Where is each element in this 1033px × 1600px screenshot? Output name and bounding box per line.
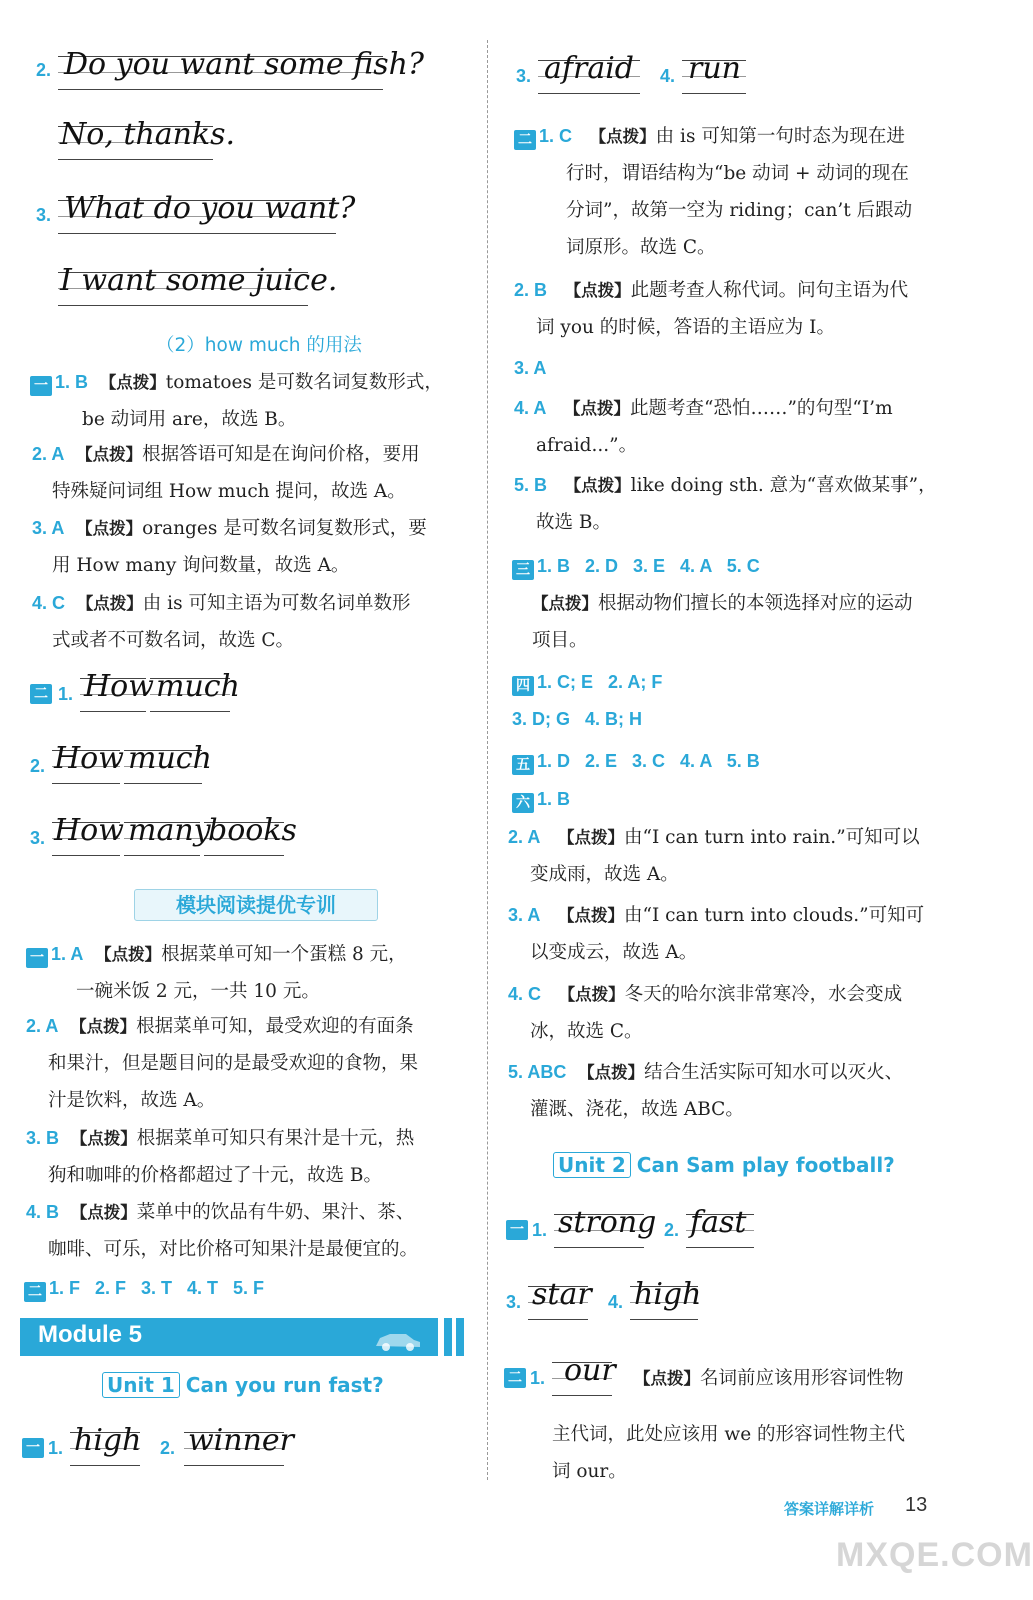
handwritten-answer: run: [688, 51, 741, 86]
item-number: 1.: [58, 684, 74, 704]
item-number: 1.: [530, 1368, 546, 1388]
answer-item: 2. B 【点拨】此题考查人称代词。问句主语为代 词 you 的时候，答语的主语应为 I。: [514, 280, 909, 338]
banner-stripe: [444, 1318, 452, 1356]
item-number: 1.: [48, 1438, 64, 1458]
answer-row: 3. D; G 4. B; H: [512, 709, 643, 729]
handwritten-answer: What do you want?: [64, 191, 356, 226]
item-number: 3.: [516, 66, 532, 86]
car-icon: [372, 1328, 424, 1352]
answer-item: 5. ABC 【点拨】结合生活实际可知水可以灭火、 灌溉、浇花，故选 ABC。: [508, 1062, 904, 1120]
section-marker-two: 二: [504, 1368, 526, 1388]
handwritten-answer: strong: [558, 1205, 657, 1240]
section-marker-two: 二: [30, 684, 52, 704]
handwritten-answer: much: [156, 669, 240, 704]
item-number: 4.: [660, 66, 676, 86]
section-marker-two: 二: [24, 1282, 46, 1302]
handwritten-answer: How: [84, 669, 154, 704]
handwritten-answer: How: [54, 741, 124, 776]
item-number: 3.: [30, 828, 46, 848]
unit-heading: [553, 1152, 895, 1178]
answer-item: 4. B 【点拨】菜单中的饮品有牛奶、果汁、茶、 咖啡、可乐，对比价格可知果汁是最便宜的。: [26, 1202, 419, 1260]
answer-item: 3. B 【点拨】根据菜单可知只有果汁是十元，热 狗和咖啡的价格都超过了十元，故选 B。: [26, 1128, 415, 1186]
answer-tip: 【点拨】名词前应该用形容词性物: [634, 1368, 904, 1389]
module-banner: [20, 1318, 438, 1356]
section-marker-five: 五: [512, 755, 534, 775]
column-divider: [487, 40, 488, 1480]
unit-title: Can you run fast?: [185, 1373, 384, 1397]
answer-item: 4. C 【点拨】冬天的哈尔滨非常寒冷，水会变成 冰，故选 C。: [508, 984, 903, 1042]
item-number: 2.: [30, 756, 46, 776]
item-number: 2.: [160, 1438, 176, 1458]
answer-item: 2. A 【点拨】由“I can turn into rain.”可知可以 变成雨，故选 A。: [508, 827, 920, 885]
handwritten-answer: much: [128, 741, 212, 776]
answer-row: 四 1. C; E 2. A; F: [512, 664, 662, 701]
handwritten-answer: fast: [690, 1205, 747, 1240]
page-number: 13: [905, 1494, 928, 1516]
unit-title: Can Sam play football?: [636, 1153, 895, 1177]
answer-row: 五 1. D 2. E 3. C 4. A 5. B: [512, 743, 760, 780]
section-marker-two: 二: [514, 130, 536, 150]
answer-item: 2. A 【点拨】根据菜单可知，最受欢迎的有面条 和果汁，但是题目问的是最受欢迎的食物，果 汁是饮料，故选 A。: [26, 1016, 419, 1111]
section-marker-one: 一: [30, 376, 52, 396]
answer-item: 3. A 【点拨】由“I can turn into clouds.”可知可 以变成云，故选 A。: [508, 905, 925, 963]
item-number: 4.: [608, 1292, 624, 1312]
section-marker-one: 一: [22, 1438, 44, 1458]
answer-item: 二 1. C 【点拨】由 is 可知第一句时态为现在进 行时，谓语结构为“be 动词 + 动词的现在 分词”，故第一空为 riding；can’t 后跟动 词原形。故选 C。: [514, 118, 974, 266]
item-number: 1.: [532, 1220, 548, 1240]
handwritten-answer: afraid: [544, 51, 635, 86]
answer-item: 一 1. A 【点拨】根据菜单可知一个蛋糕 8 元， 一碗米饭 2 元，一共 10 元。: [26, 936, 481, 1010]
section-marker-one: 一: [506, 1220, 528, 1240]
item-number: 2.: [36, 60, 52, 80]
banner-stripe: [456, 1318, 464, 1356]
section-marker-three: 三: [512, 560, 534, 580]
watermark: MXQE.COM: [836, 1536, 1033, 1574]
answer-item: 4. A 【点拨】此题考查“恐怕……”的句型“I’m afraid...”。: [514, 398, 893, 456]
answer-item: 一 1. B 【点拨】tomatoes 是可数名词复数形式， be 动词用 are，故选 B。: [30, 364, 480, 438]
handwritten-answer: star: [532, 1277, 592, 1312]
section-subheading: （2）how much 的用法: [156, 335, 362, 356]
handwritten-answer: winner: [188, 1423, 295, 1458]
handwritten-answer: No, thanks.: [60, 117, 236, 152]
answer-item: 2. A 【点拨】根据答语可知是在询问价格，要用 特殊疑问词组 How much 提问，故选 A。: [32, 444, 420, 502]
handwritten-answer: How: [54, 813, 124, 848]
item-number: 2.: [664, 1220, 680, 1240]
section-marker-six: 六: [512, 793, 534, 813]
item-number: 3.: [506, 1292, 522, 1312]
unit-label: Unit 1: [102, 1372, 180, 1398]
answer-tip-line: 主代词，此处应该用 we 的形容词性物主代: [552, 1424, 906, 1445]
answer-item: 三 1. B 2. D 3. E 4. A 5. C 【点拨】根据动物们擅长的本领选择对应的运动 项目。: [512, 548, 972, 659]
answer-row: 六 1. B: [512, 781, 570, 818]
answer-item: 3. A 【点拨】oranges 是可数名词复数形式，要 用 How many 询问数量，故选 A。: [32, 518, 427, 576]
handwritten-answer: Do you want some fish?: [64, 47, 424, 82]
footer-label: 答案详解详析: [784, 1500, 875, 1518]
handwritten-answer: our: [564, 1353, 616, 1388]
answer-item: 5. B 【点拨】like doing sth. 意为“喜欢做某事”， 故选 B。: [514, 475, 937, 533]
unit-label: Unit 2: [553, 1152, 631, 1178]
handwritten-answer: high: [634, 1277, 702, 1312]
answer-item: 4. C 【点拨】由 is 可知主语为可数名词单数形 式或者不可数名词，故选 C。: [32, 593, 411, 651]
reading-section-heading: 模块阅读提优专训: [134, 889, 378, 921]
answer-tip-line: 词 our。: [552, 1461, 627, 1482]
item-number: 3.: [36, 205, 52, 225]
handwritten-answer: high: [74, 1423, 142, 1458]
unit-heading: [102, 1372, 384, 1398]
handwritten-answer: books: [208, 813, 297, 848]
answer-row: 二 1. F 2. F 3. T 4. T 5. F: [24, 1270, 479, 1307]
answer-item: 3. A: [514, 358, 547, 378]
section-marker-one: 一: [26, 948, 48, 968]
handwritten-answer: many: [128, 813, 211, 848]
handwritten-answer: I want some juice.: [60, 263, 338, 298]
section-marker-four: 四: [512, 676, 534, 696]
module-title: Module 5: [38, 1321, 143, 1348]
